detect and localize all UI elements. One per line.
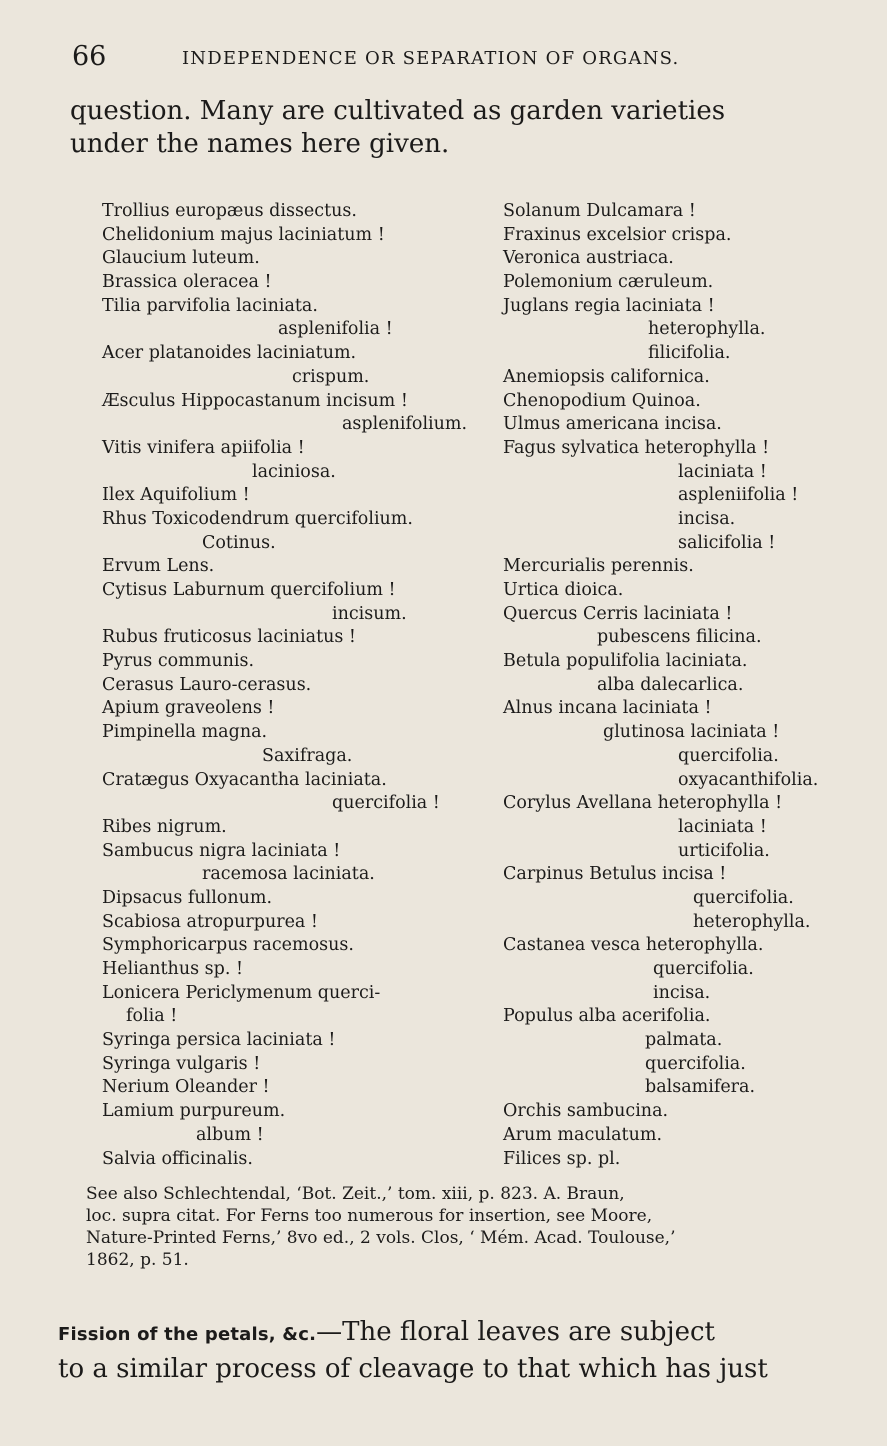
species-entry: Glaucium luteum.: [102, 248, 260, 269]
species-variety: filicifolia.: [648, 343, 731, 364]
species-variety: asplenifolium.: [342, 414, 468, 435]
species-entry: Lonicera Periclymenum querci-: [102, 982, 381, 1003]
species-variety: laciniata !: [678, 461, 767, 482]
species-entry: Cratægus Oxyacantha laciniata.: [102, 769, 387, 790]
species-entry: Pyrus communis.: [102, 651, 255, 672]
species-entry: Brassica oleracea !: [102, 272, 272, 293]
species-entry: Vitis vinifera apiifolia !: [102, 437, 305, 458]
page-number: 66: [72, 41, 107, 72]
species-variety: racemosa laciniata.: [202, 864, 375, 885]
species-entry: Salvia officinalis.: [102, 1148, 253, 1169]
species-variety: quercifolia.: [678, 745, 779, 766]
reference-line: loc. supra citat. For Ferns too numerous for insertion, see Moore,: [86, 1206, 653, 1226]
species-entry: Quercus Cerris laciniata !: [503, 603, 733, 624]
species-entry: Solanum Dulcamara !: [503, 201, 696, 221]
intro-line: question. Many are cultivated as garden varieties: [70, 96, 726, 126]
species-entry: Sambucus nigra laciniata !: [102, 840, 341, 861]
species-entry: Tilia parvifolia laciniata.: [102, 295, 318, 316]
species-variety: quercifolia.: [645, 1053, 746, 1074]
species-entry: Ilex Aquifolium !: [102, 485, 250, 506]
intro-line: under the names here given.: [70, 129, 450, 159]
species-entry: Cytisus Laburnum quercifolium !: [102, 580, 396, 600]
species-variety: alba dalecarlica.: [597, 674, 744, 695]
species-variety: Cotinus.: [202, 532, 276, 553]
species-variety: Saxifraga.: [262, 745, 353, 766]
species-entry: Urtica dioica.: [503, 580, 624, 600]
references-note: [86, 1183, 834, 1271]
species-entry: Fraxinus excelsior crispa.: [503, 224, 732, 245]
reference-line: 1862, p. 51.: [86, 1250, 189, 1270]
species-variety: oxyacanthifolia.: [678, 769, 819, 790]
species-entry: Juglans regia laciniata !: [503, 295, 715, 316]
species-variety: urticifolia.: [678, 840, 770, 861]
species-entry: Filices sp. pl.: [503, 1148, 621, 1169]
species-entry: Pimpinella magna.: [102, 722, 268, 743]
species-entry: Arum maculatum.: [503, 1124, 663, 1145]
species-variety: asplenifolia !: [278, 319, 393, 340]
species-entry: Ulmus americana incisa.: [503, 414, 722, 435]
species-variety: quercifolia.: [653, 959, 754, 979]
species-variety: folia !: [126, 1006, 178, 1027]
species-entry: Orchis sambucina.: [503, 1101, 669, 1122]
species-variety: incisa.: [678, 508, 736, 529]
species-entry: Corylus Avellana heterophylla !: [503, 793, 783, 814]
species-entry: Syringa persica laciniata !: [102, 1030, 336, 1051]
closing-paragraph: [58, 1315, 838, 1386]
species-variety: heterophylla.: [648, 319, 766, 340]
closing-line: to a similar process of cleavage to that which has just: [58, 1354, 768, 1384]
page-header: [72, 40, 832, 80]
species-entry: Syringa vulgaris !: [102, 1053, 261, 1074]
species-entry: Dipsacus fullonum.: [102, 887, 273, 908]
species-entry: Lamium purpureum.: [102, 1101, 286, 1122]
species-variety: glutinosa laciniata !: [603, 722, 780, 743]
species-entry: Ribes nigrum.: [102, 816, 227, 837]
right-species-column: [503, 200, 848, 1171]
species-entry: Anemiopsis californica.: [503, 366, 710, 387]
species-entry: Helianthus sp. !: [102, 959, 243, 979]
species-variety: incisum.: [332, 603, 407, 624]
species-entry: Mercurialis perennis.: [503, 556, 694, 577]
species-variety: album !: [196, 1124, 264, 1145]
reference-line: See also Schlechtendal, ‘Bot. Zeit.,’ tom. xiii, p. 823. A. Braun,: [86, 1184, 625, 1204]
species-variety: balsamifera.: [645, 1077, 756, 1098]
species-entry: Polemonium cæruleum.: [503, 272, 714, 293]
closing-line: [58, 1315, 838, 1352]
species-entry: Æsculus Hippocastanum incisum !: [102, 390, 408, 411]
species-entry: Scabiosa atropurpurea !: [102, 911, 318, 932]
species-variety: pubescens filicina.: [597, 627, 762, 648]
intro-paragraph: [70, 95, 840, 161]
species-entry: Chelidonium majus laciniatum !: [102, 224, 385, 245]
species-entry: Betula populifolia laciniata.: [503, 651, 748, 672]
species-entry: Carpinus Betulus incisa !: [503, 864, 727, 885]
running-title: INDEPENDENCE OR SEPARATION OF ORGANS.: [182, 48, 680, 69]
species-variety: incisa.: [653, 982, 711, 1003]
left-species-column: [102, 200, 482, 1171]
species-entry: Acer platanoides laciniatum.: [102, 343, 357, 364]
species-entry: Rhus Toxicodendrum quercifolium.: [102, 508, 413, 529]
species-entry: Cerasus Lauro-cerasus.: [102, 674, 312, 695]
species-entry: Fagus sylvatica heterophylla !: [503, 437, 770, 458]
species-entry: Nerium Oleander !: [102, 1077, 270, 1098]
species-variety: crispum.: [292, 366, 370, 387]
species-entry: Trollius europæus dissectus.: [102, 201, 357, 221]
species-variety: laciniosa.: [252, 461, 336, 482]
species-entry: Apium graveolens !: [102, 698, 275, 719]
species-entry: Symphoricarpus racemosus.: [102, 935, 354, 956]
species-entry: Rubus fruticosus laciniatus !: [102, 627, 356, 648]
species-entry: Ervum Lens.: [102, 556, 215, 577]
reference-line: Nature-Printed Ferns,’ 8vo ed., 2 vols. Clos, ‘ Mém. Acad. Toulouse,’: [86, 1228, 676, 1248]
species-entry: Alnus incana laciniata !: [503, 698, 712, 719]
section-heading: Fission of the petals, &c.: [58, 1324, 317, 1345]
closing-text: —The floral leaves are subject: [316, 1317, 716, 1347]
species-variety: laciniata !: [678, 816, 767, 837]
species-entry: Chenopodium Quinoa.: [503, 390, 701, 411]
species-variety: heterophylla.: [693, 911, 811, 932]
species-entry: Veronica austriaca.: [503, 248, 674, 269]
species-entry: Castanea vesca heterophylla.: [503, 935, 764, 956]
species-variety: quercifolia !: [332, 793, 440, 814]
species-variety: aspleniifolia !: [678, 485, 799, 506]
species-variety: palmata.: [645, 1030, 723, 1051]
species-entry: Populus alba acerifolia.: [503, 1006, 711, 1027]
species-variety: salicifolia !: [678, 532, 776, 553]
species-variety: quercifolia.: [693, 887, 794, 908]
